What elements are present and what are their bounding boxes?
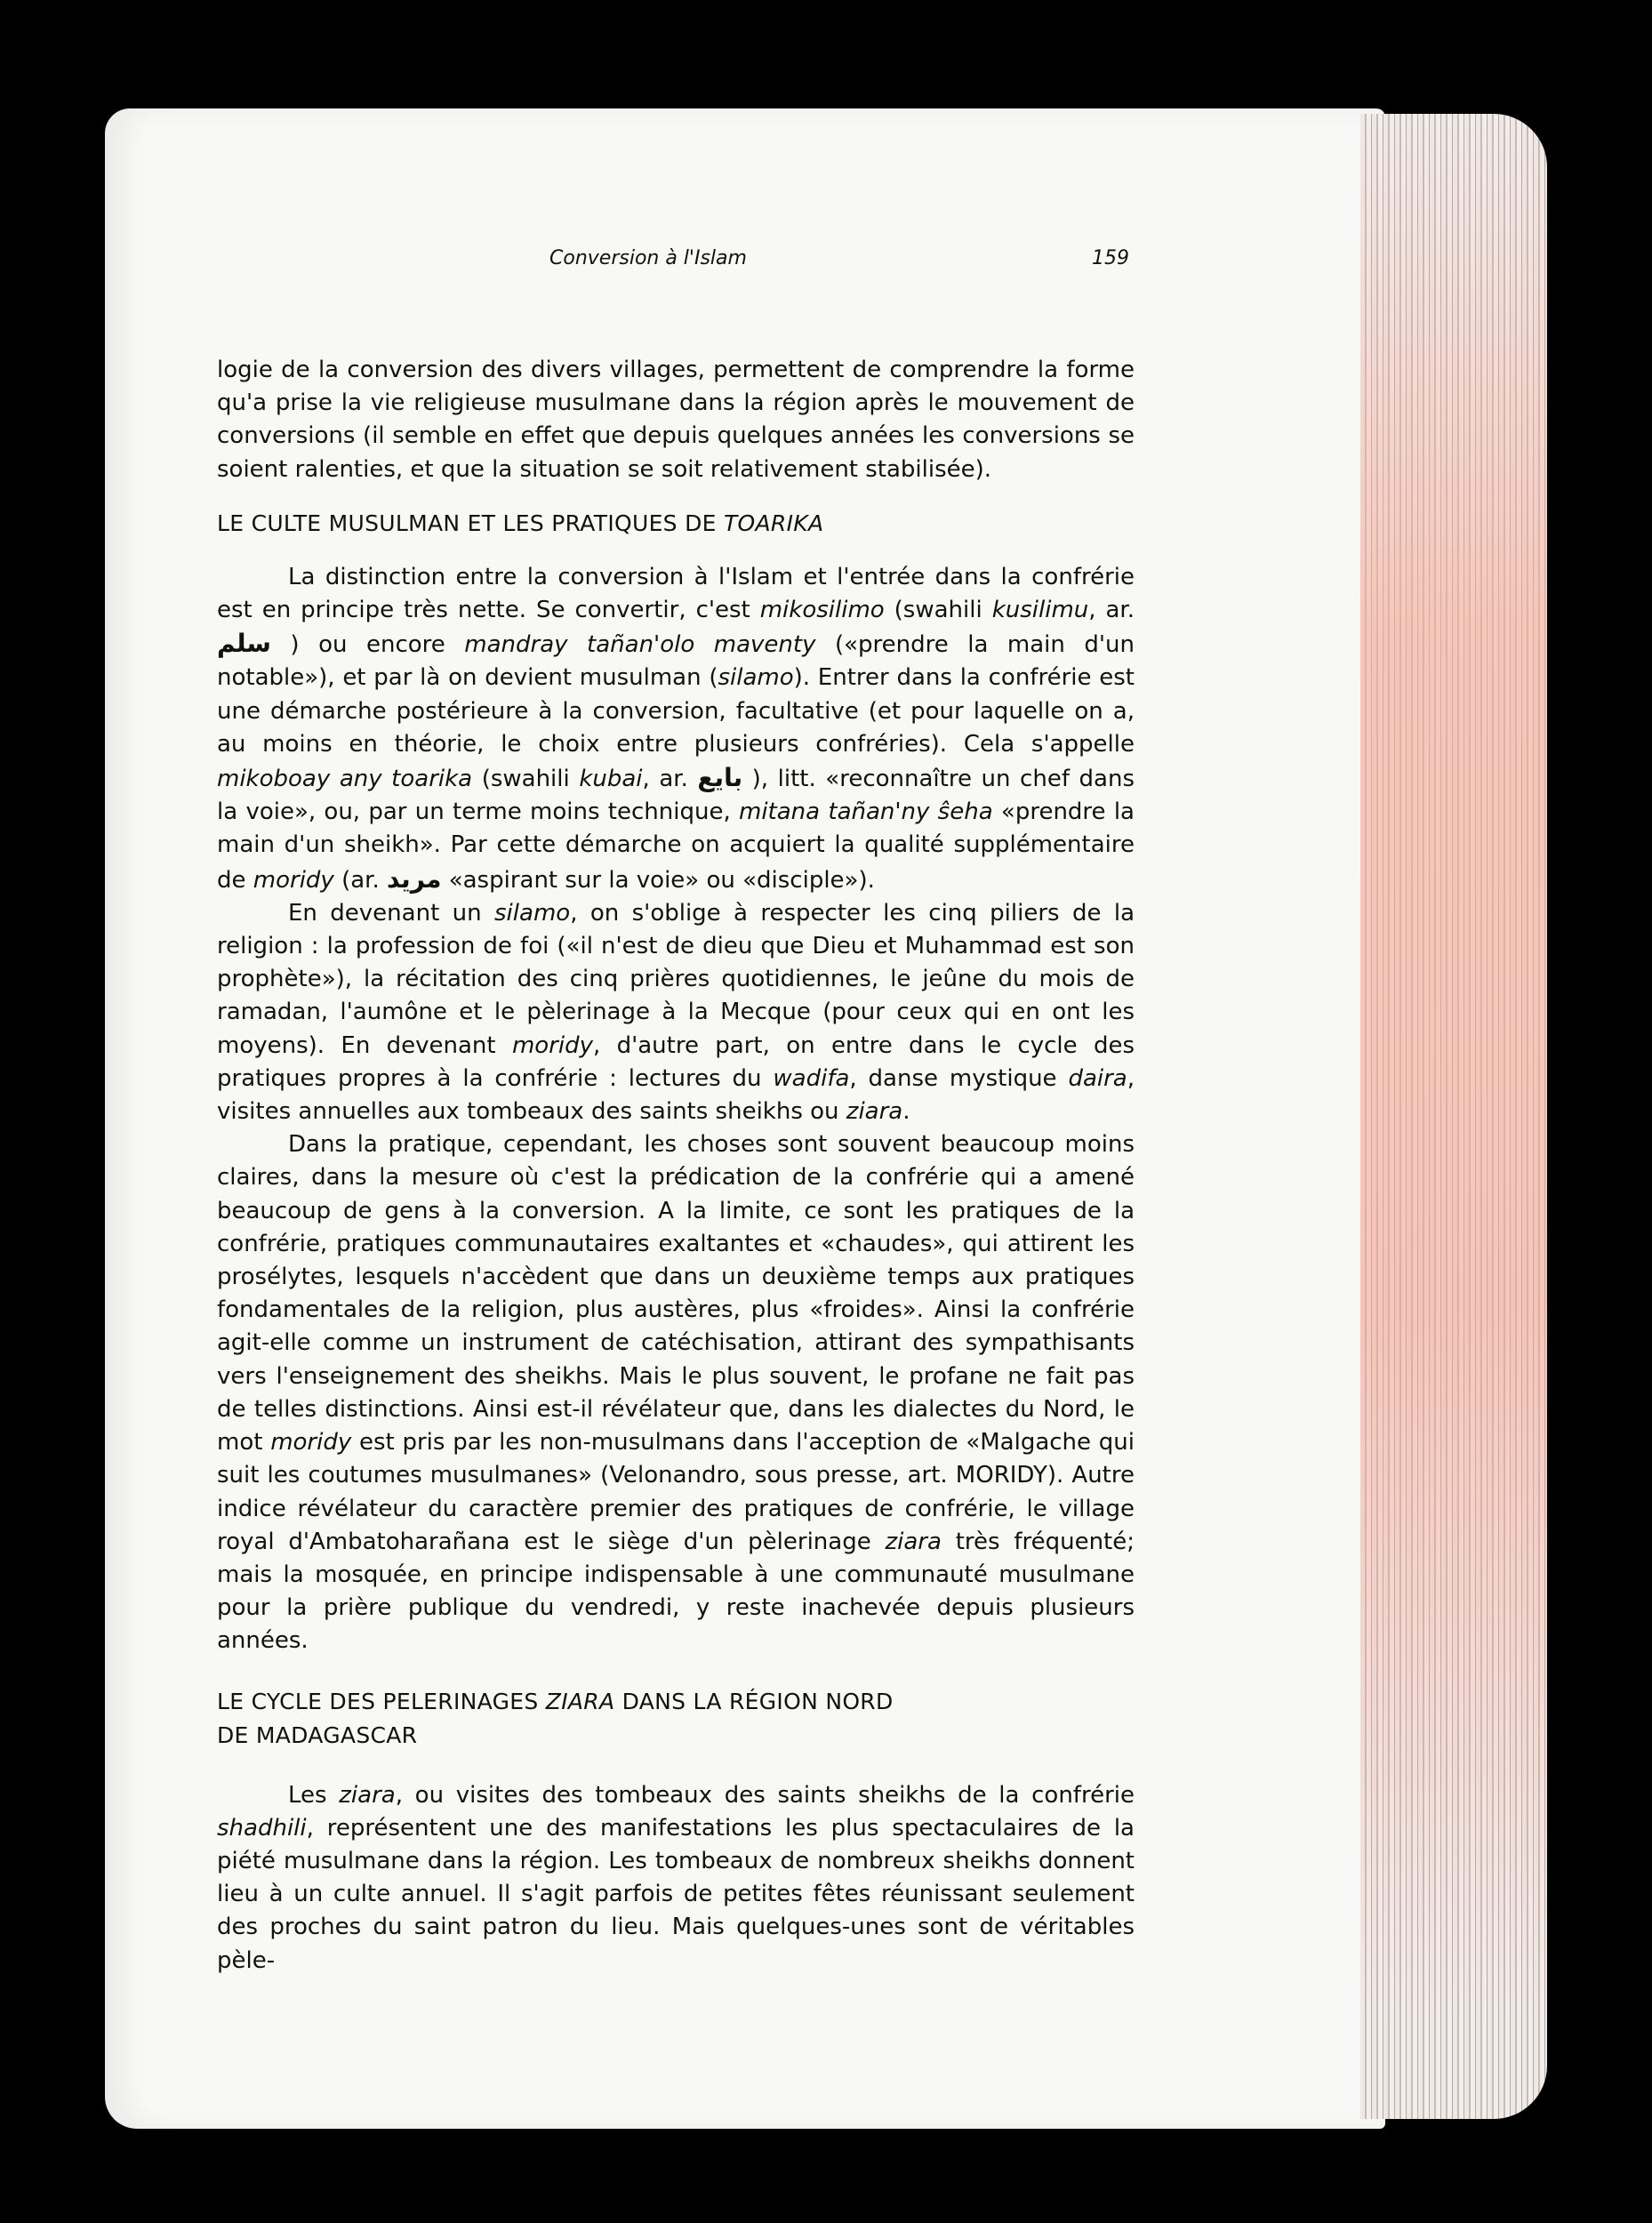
italic-term: mikosilimo (759, 597, 885, 624)
text-run: ), litt. «reconnaître un chef dans la voie», ou, par un terme moins technique, (217, 766, 1135, 826)
text-run: «prendre la main d'un sheikh». Par cette démarche on acquiert la qualité supplémentaire de (217, 799, 1135, 894)
heading-italic: ZIARA (545, 1688, 615, 1714)
text-run: , ar. (1088, 597, 1135, 624)
running-head (525, 247, 1129, 277)
text-run: («prendre la main d'un notable»), et par là on devient musulman ( (217, 631, 1135, 692)
text-run: , d'autre part, on entre dans le cycle des pratiques propres à la confrérie : lectures du (217, 1031, 1135, 1092)
text-run: «aspirant sur la voie» ou «disciple»). (441, 866, 875, 894)
italic-term: kusilimu (991, 597, 1089, 624)
section-heading-culte (217, 506, 1135, 542)
italic-term: silamo (494, 899, 571, 927)
paragraph-ziara (217, 1779, 1135, 1978)
heading-text: LE CYCLE DES PELERINAGES (217, 1688, 539, 1714)
text-run: , danse mystique (849, 1064, 1069, 1092)
page-edges (1360, 114, 1547, 2119)
text-run: Les (288, 1781, 340, 1809)
text-run: (ar. (333, 866, 387, 894)
heading-text: LE CULTE MUSULMAN ET LES PRATIQUES DE (217, 510, 717, 536)
italic-term: wadifa (773, 1064, 850, 1092)
text-run: , ou visites des tombeaux des saints sheikhs de la confrérie (395, 1781, 1135, 1809)
italic-term: moridy (511, 1031, 593, 1059)
section-heading-ziara (217, 1685, 1135, 1753)
paragraph-silamo (217, 897, 1135, 1128)
paragraph-distinction (217, 561, 1135, 897)
text-run: Dans la pratique, cependant, les choses sont souvent beaucoup moins claires, dans la mesure où c'est la prédication de la confrérie qui a amené beaucoup de gens à la conversion. A la limite, ce sont les pratiques de la confrérie, pratiques communautaires exaltantes et «chaudes», qui attirent les prosélytes, lesquels n'accèdent que dans un deuxième temps aux pratiques fondamentales de la religion, plus austères, plus «froides». Ainsi la confrérie agit-elle comme un instrument de catéchisation, attirant des sympathisants vers l'enseignement des sheikhs. Mais le plus souvent, le profane ne fait pas de telles distinctions. Ainsi est-il révélateur que, dans les dialectes du Nord, le mot (217, 1131, 1135, 1457)
text-run: , on s'oblige à respecter les cinq piliers de la religion : la profession de foi («il n'est de dieu que Dieu et Muhammad est son prophète»), la récitation des cinq prières quotidiennes, le jeûne du mois de ramadan, l'aumône et le pèlerinage à la Mecque (pour ceux qui en ont les moyens). En devenant (217, 899, 1135, 1059)
italic-term: silamo (718, 664, 794, 692)
text-run: (swahili (472, 766, 580, 793)
italic-term: ziara (885, 1528, 942, 1555)
text-run: (swahili (884, 597, 992, 624)
text-run: La distinction entre la conversion à l'Islam et l'entrée dans la confrérie est en principe très nette. Se convertir, c'est (217, 563, 1135, 624)
italic-term: mitana tañan'ny ŝeha (739, 799, 993, 826)
italic-term: mandray tañan'olo maventy (464, 631, 816, 659)
heading-italic: TOARIKA (723, 510, 824, 536)
arabic-term: سلم (217, 629, 271, 659)
italic-term: ziara (846, 1098, 903, 1126)
text-run: En devenant un (288, 899, 495, 927)
arabic-term: مريد (387, 863, 442, 894)
italic-term: ziara (339, 1781, 396, 1809)
paragraph-pratique (217, 1128, 1135, 1657)
italic-term: kubai (579, 766, 643, 793)
italic-term: shadhili (217, 1814, 307, 1842)
arabic-term: بايع (697, 763, 743, 793)
text-run: . (902, 1098, 910, 1126)
text-run: , ar. (642, 766, 698, 793)
text-run: , représentent une des manifestations les plus spectaculaires de la piété musulmane dans la région. Les tombeaux de nombreux sheikhs donnent lieu à un culte annuel. Il s'agit parfois de petites fêtes réunissant seulement des proches du saint patron du lieu. Mais quelques-unes sont de véritables pèle- (217, 1814, 1135, 1974)
page-body (217, 354, 1135, 1978)
heading-text-line2: DE MADAGASCAR (217, 1721, 418, 1748)
running-head-title: Conversion à l'Islam (549, 247, 747, 269)
italic-term: mikoboay any toarika (217, 766, 473, 793)
italic-term: moridy (270, 1429, 352, 1457)
text-run: est pris par les non-musulmans dans l'acception de «Malgache qui suit les coutumes musulmanes» (Velonandro, sous presse, art. MORIDY). Autre indice révélateur du caractère premier des pratiques de confrérie, le village royal d'Ambatoharañana est le siège d'un pèlerinage (217, 1429, 1135, 1555)
text-run: très fréquenté; mais la mosquée, en principe indispensable à une communauté musulmane pour la prière publique du vendredi, y reste inachevée depuis plusieurs années. (217, 1528, 1135, 1655)
text-run: ). Entrer dans la confrérie est une démarche postérieure à la conversion, facultative (et pour laquelle on a, au moins en théorie, le choix entre plusieurs confréries). Cela s'appelle (217, 664, 1135, 758)
heading-text: DANS LA RÉGION NORD (622, 1688, 894, 1714)
text-run: , visites annuelles aux tombeaux des saints sheikhs ou (217, 1064, 1135, 1126)
page-number: 159 (1092, 247, 1129, 269)
italic-term: moridy (253, 866, 334, 894)
italic-term: daira (1068, 1064, 1127, 1092)
intro-paragraph: logie de la conversion des divers villages, permettent de comprendre la forme qu'a prise la vie religieuse musulmane dans la région après le mouvement de conversions (il semble en effet que depuis quelques années les conversions se soient ralenties, et que la situation se soit relativement stabilisée). (217, 357, 1135, 483)
text-run: ) ou encore (270, 631, 465, 659)
